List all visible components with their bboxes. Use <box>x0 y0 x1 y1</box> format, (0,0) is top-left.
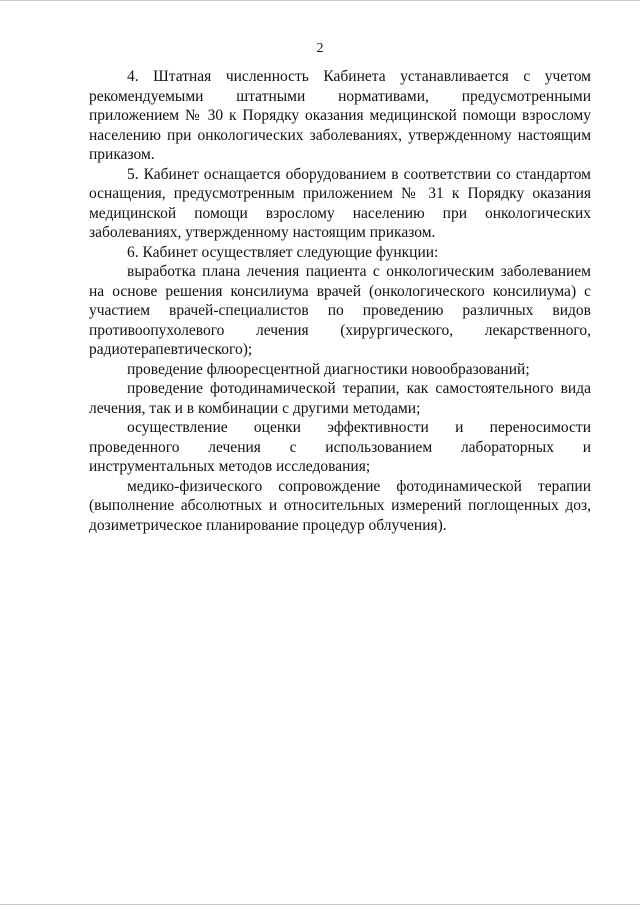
paragraph-function-fluorescent-diagnostics: проведение флюоресцентной диагностики новообразований; <box>127 360 530 378</box>
paragraph-function-photodynamic-therapy: проведение фотодинамической терапии, как самостоятельного вида лечения, так и в комбинации с другими методами; <box>89 380 591 417</box>
paragraph-equipment: 5. Кабинет оснащается оборудованием в соответствии со стандартом оснащения, предусмотренным приложением № 31 к Порядку оказания медицинской помощи взрослому населению при онкологических заболеваниях, утвержденному настоящим приказом. <box>89 165 591 241</box>
paragraph-function-treatment-plan: выработка плана лечения пациента с онкологическим заболеванием на основе решения консилиума врачей (онкологического консилиума) с участием врачей-специалистов по проведению различных видов противоопухолевого лечения (хирургического, лекарственного, радиотерапевтического); <box>89 263 591 358</box>
paragraph-staffing: 4. Штатная численность Кабинета устанавливается с учетом рекомендуемыми штатными нормативами, предусмотренными приложением № 30 к Порядку оказания медицинской помощи взрослому населению при онкологических заболеваниях, утвержденному настоящим приказом. <box>89 68 591 163</box>
page-number: 2 <box>316 41 324 56</box>
paragraph-function-effectiveness-assessment: осуществление оценки эффективности и переносимости проведенного лечения с использованием лабораторных и инструментальных методов исследования; <box>89 419 591 475</box>
paragraph-functions-heading: 6. Кабинет осуществляет следующие функции: <box>127 243 439 261</box>
document-body <box>89 67 591 535</box>
paragraph-function-medical-physics: медико-физического сопровождение фотодинамической терапии (выполнение абсолютных и относительных измерений поглощенных доз, дозиметрическое планирование процедур облучения). <box>89 477 591 534</box>
